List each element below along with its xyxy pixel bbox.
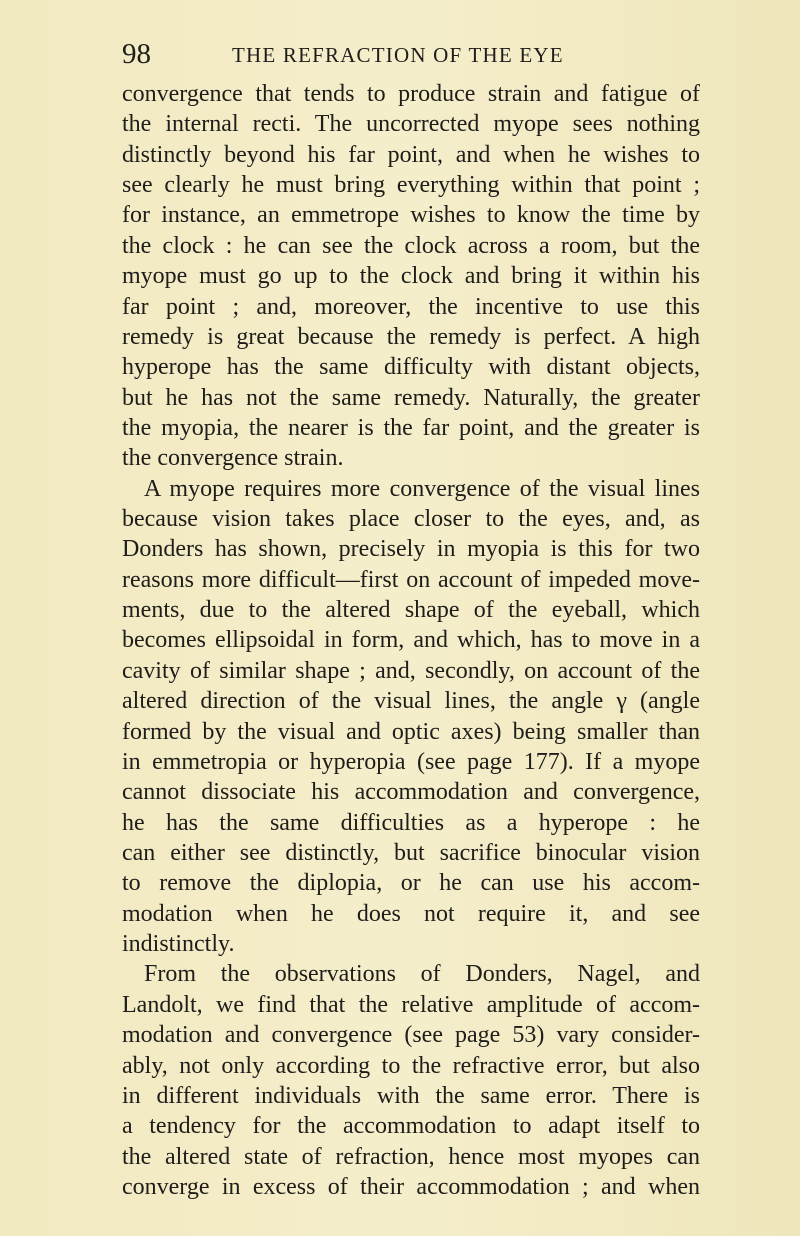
text-line: myope must go up to the clock and bring it within his: [122, 263, 700, 290]
text-line: the myopia, the nearer is the far point, and the greater is: [122, 414, 700, 441]
page-header: [122, 36, 722, 72]
text-line: indistinctly.: [122, 931, 235, 958]
running-title: THE REFRACTION OF THE EYE: [232, 43, 564, 67]
text-line: reasons more difficult—first on account of impeded move-: [122, 566, 700, 593]
text-line: altered direction of the visual lines, the angle γ (angle: [122, 688, 700, 715]
text-line: cavity of similar shape ; and, secondly, on account of the: [122, 657, 700, 684]
text-line: modation and convergence (see page 53) vary consider-: [122, 1022, 700, 1049]
text-line: in emmetropia or hyperopia (see page 177). If a myope: [122, 748, 700, 775]
text-line: ably, not only according to the refractive error, but also: [122, 1052, 700, 1079]
page-number: 98: [122, 38, 151, 70]
text-line: a tendency for the accommodation to adapt itself to: [122, 1113, 700, 1140]
text-line: ments, due to the altered shape of the eyeball, which: [122, 597, 700, 624]
text-line: From the observations of Donders, Nagel, and: [144, 961, 700, 988]
text-line: see clearly he must bring everything within that point ;: [122, 172, 700, 199]
text-line: becomes ellipsoidal in form, and which, has to move in a: [122, 627, 700, 654]
text-line: can either see distinctly, but sacrifice binocular vision: [122, 839, 700, 866]
text-line: hyperope has the same difficulty with distant objects,: [122, 354, 700, 381]
text-line: formed by the visual and optic axes) being smaller than: [122, 718, 700, 745]
text-line: the clock : he can see the clock across a room, but the: [122, 232, 700, 259]
text-line: because vision takes place closer to the eyes, and, as: [122, 506, 700, 533]
text-line: cannot dissociate his accommodation and convergence,: [122, 779, 700, 806]
text-line: far point ; and, moreover, the incentive to use this: [122, 293, 700, 320]
text-line: modation when he does not require it, and see: [122, 900, 700, 927]
text-line: convergence that tends to produce strain and fatigue of: [122, 81, 700, 107]
text-line: in different individuals with the same error. There is: [122, 1082, 700, 1109]
text-line: remedy is great because the remedy is perfect. A high: [122, 323, 700, 350]
text-line: Donders has shown, precisely in myopia is this for two: [122, 536, 700, 563]
text-line: distinctly beyond his far point, and when he wishes to: [122, 141, 700, 168]
text-line: A myope requires more convergence of the visual lines: [144, 475, 700, 502]
text-line: Landolt, we find that the relative amplitude of accom-: [122, 991, 700, 1018]
text-line: the altered state of refraction, hence most myopes can: [122, 1143, 700, 1170]
text-line: for instance, an emmetrope wishes to know the time by: [122, 202, 700, 229]
text-line: he has the same difficulties as a hyperope : he: [122, 809, 700, 836]
text-line: the internal recti. The uncorrected myope sees nothing: [122, 111, 700, 138]
text-line: to remove the diplopia, or he can use his accom-: [122, 870, 700, 897]
text-line: but he has not the same remedy. Naturally, the greater: [122, 384, 700, 411]
text-line: the convergence strain.: [122, 445, 344, 472]
text-line: converge in excess of their accommodation ; and when: [122, 1173, 700, 1200]
body-text: [122, 79, 700, 1202]
